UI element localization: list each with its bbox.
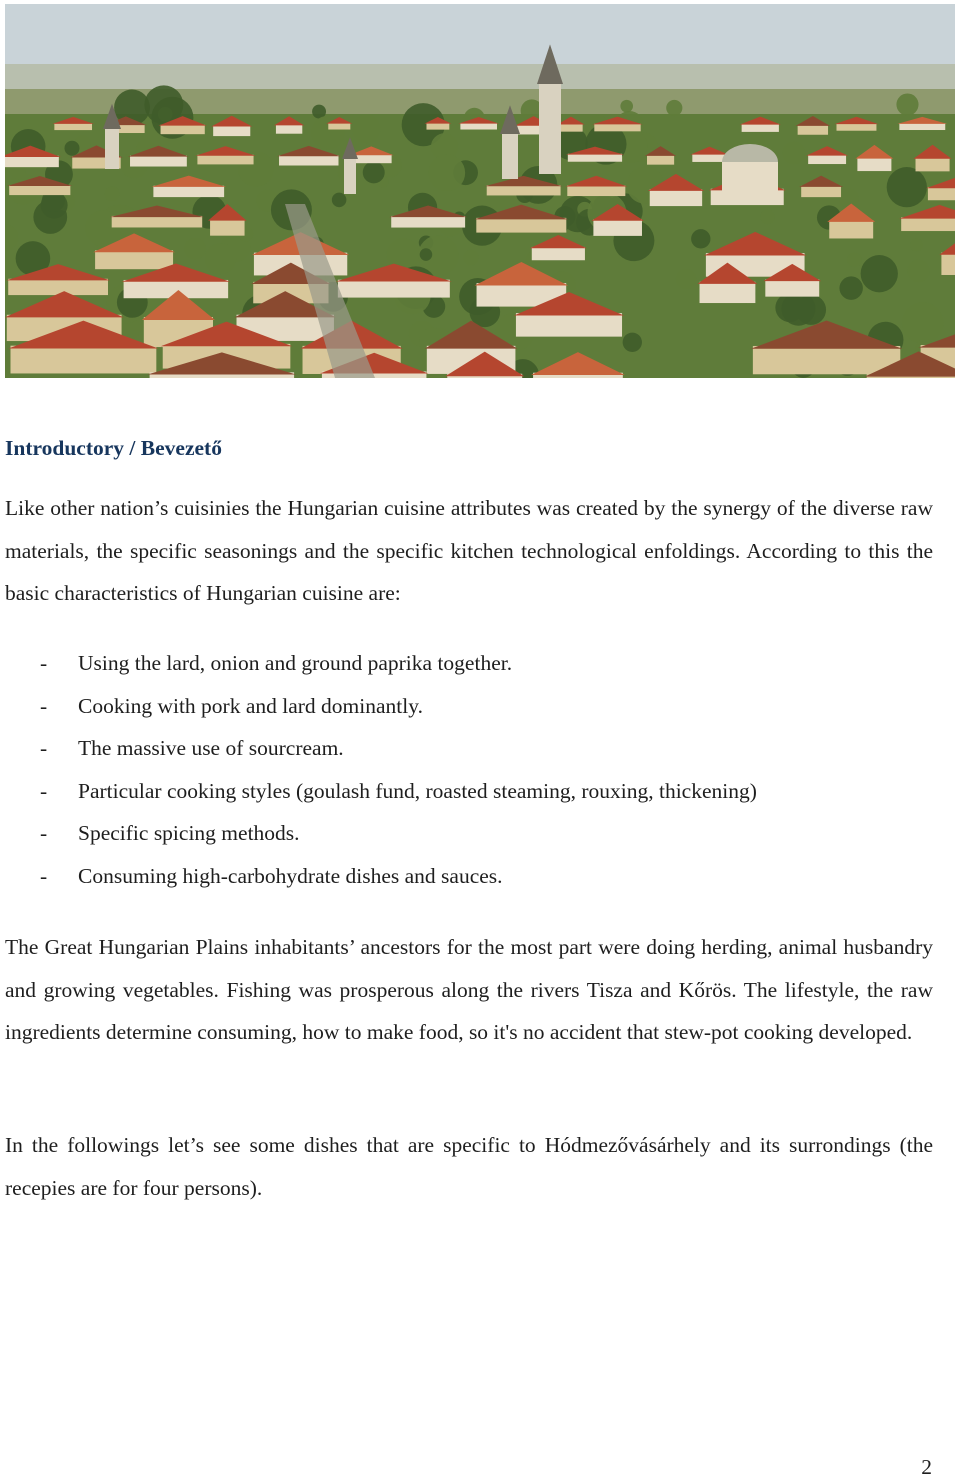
town-aerial-photo	[5, 4, 955, 378]
bullet-dash: -	[40, 778, 48, 803]
list-item	[5, 727, 757, 770]
list-item-text: Consuming high-carbohydrate dishes and sauces.	[78, 863, 503, 888]
section-heading: Introductory / Bevezető	[5, 436, 222, 460]
list-item	[5, 855, 757, 898]
followings-paragraph: In the followings let’s see some dishes that are specific to Hódmezővásárhely and its surrondings (the recepies are for four persons).	[5, 1133, 933, 1200]
plains-paragraph: The Great Hungarian Plains inhabitants’ ancestors for the most part were doing herding, animal husbandry and growing vegetables. Fishing was prosperous along the rivers Tisza and Kőrös. The lifestyle, the raw ingredients determine consuming, how to make food, so it's no accident that stew-pot cooking developed.	[5, 935, 933, 1044]
list-item-text: Using the lard, onion and ground paprika together.	[78, 651, 513, 675]
list-item-text: Specific spicing methods.	[78, 821, 300, 845]
bullet-dash: -	[40, 693, 48, 718]
bullet-dash: -	[40, 863, 48, 888]
bullet-dash: -	[40, 821, 48, 845]
list-item-text: Particular cooking styles (goulash fund, roasted steaming, rouxing, thickening)	[78, 778, 757, 803]
list-item-text: The massive use of sourcream.	[78, 736, 344, 760]
bullet-dash: -	[40, 736, 48, 760]
list-item-text: Cooking with pork and lard dominantly.	[78, 693, 423, 718]
bullet-dash: -	[40, 651, 48, 675]
aerial-town-photo-icon	[5, 4, 955, 378]
list-item	[5, 812, 757, 855]
list-item	[5, 770, 757, 813]
characteristics-list	[5, 642, 757, 897]
intro-paragraph: Like other nation’s cuisinies the Hungarian cuisine attributes was created by the synergy of the diverse raw materials, the specific seasonings and the specific kitchen technological enfoldings. According to this the basic characteristics of Hungarian cuisine are:	[5, 496, 933, 605]
list-item	[5, 642, 757, 685]
list-item	[5, 685, 757, 728]
page-number: 2	[921, 1455, 932, 1479]
